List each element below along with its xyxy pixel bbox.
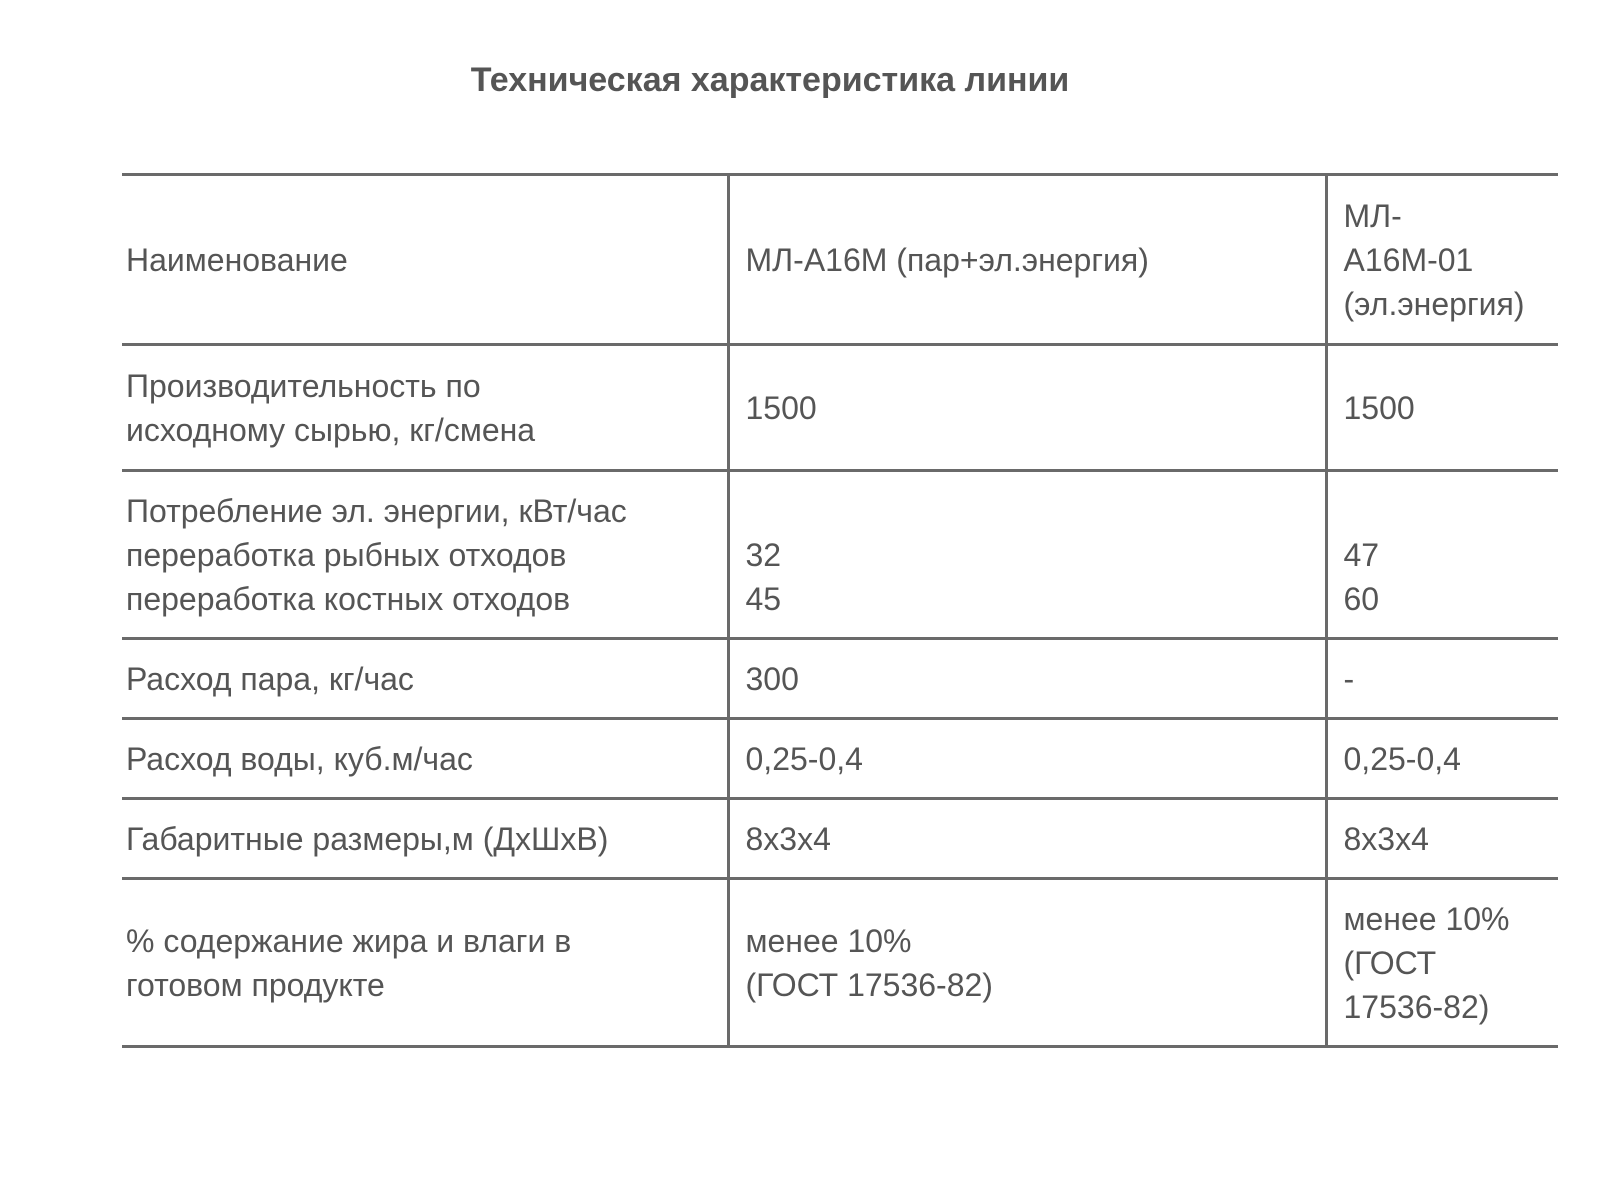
- row-label-cell: [122, 471, 728, 639]
- row-value1-line: 0,25-0,4: [745, 740, 863, 777]
- row-label-cell: [122, 345, 728, 471]
- row-value1-line: 8х3х4: [745, 820, 831, 857]
- row-value1-cell: [728, 799, 1326, 879]
- row-value1-cell: [728, 471, 1326, 639]
- row-label-line: Габаритные размеры,м (ДхШхВ): [126, 820, 609, 857]
- row-label-line: % содержание жира и влаги в: [126, 922, 572, 959]
- row-value1-line: 300: [745, 660, 799, 697]
- row-value2-line: 8х3х4: [1343, 820, 1429, 857]
- row-spacer: [1344, 489, 1557, 533]
- row-value1-line: менее 10%: [745, 922, 912, 959]
- row-value2-line: 47: [1343, 536, 1380, 573]
- row-label-line: исходному сырью, кг/смена: [126, 411, 536, 448]
- page-title: Техническая характеристика линии: [470, 61, 1070, 99]
- row-label-line: готовом продукте: [126, 966, 385, 1003]
- header-name-text: Наименование: [126, 241, 348, 278]
- row-spacer: [746, 489, 1319, 533]
- spec-table: [122, 173, 1558, 1048]
- header-model2-line: (эл.энергия): [1343, 285, 1525, 322]
- row-value1-line: 1500: [745, 389, 817, 426]
- row-value1-cell: [728, 879, 1326, 1047]
- row-value1-line: (ГОСТ 17536-82): [745, 966, 993, 1003]
- header-model2-line: МЛ-: [1343, 197, 1402, 234]
- table-header-row: [122, 175, 1558, 345]
- row-value1-cell: [728, 345, 1326, 471]
- row-value2-cell: [1326, 799, 1558, 879]
- row-value2-cell: [1326, 471, 1558, 639]
- table-row-steam: [122, 639, 1558, 719]
- table-row-fat-moisture: [122, 879, 1558, 1047]
- row-label-cell: [122, 879, 728, 1047]
- table-row-power: [122, 471, 1558, 639]
- row-value1-cell: [728, 719, 1326, 799]
- row-value2-line: (ГОСТ: [1343, 944, 1437, 981]
- row-label-line: Производительность по: [126, 367, 481, 404]
- row-label-line: переработка рыбных отходов: [126, 536, 567, 573]
- row-label-cell: [122, 799, 728, 879]
- row-value1-line: 32: [745, 536, 782, 573]
- row-value2-cell: [1326, 719, 1558, 799]
- header-model2-cell: [1326, 175, 1558, 345]
- row-value2-line: 60: [1343, 580, 1380, 617]
- header-model1-text: МЛ-А16М (пар+эл.энергия): [745, 241, 1149, 278]
- row-value2-line: 0,25-0,4: [1343, 740, 1461, 777]
- header-model2-line: А16М-01: [1343, 241, 1474, 278]
- header-model1-cell: [728, 175, 1326, 345]
- row-value1-line: 45: [745, 580, 782, 617]
- row-value2-cell: [1326, 345, 1558, 471]
- row-label-cell: [122, 719, 728, 799]
- row-value2-cell: [1326, 879, 1558, 1047]
- table-row-dimensions: [122, 799, 1558, 879]
- row-value2-line: менее 10%: [1343, 900, 1510, 937]
- row-value1-cell: [728, 639, 1326, 719]
- row-value2-line: 1500: [1343, 389, 1415, 426]
- row-value2-cell: [1326, 639, 1558, 719]
- table-row-water: [122, 719, 1558, 799]
- row-label-line: Потребление эл. энергии, кВт/час: [126, 492, 627, 529]
- table-row-productivity: [122, 345, 1558, 471]
- row-value2-line: 17536-82): [1343, 988, 1490, 1025]
- row-label-line: Расход воды, куб.м/час: [126, 740, 473, 777]
- row-label-cell: [122, 639, 728, 719]
- row-value2-line: -: [1343, 660, 1355, 697]
- row-label-line: переработка костных отходов: [126, 580, 571, 617]
- row-label-line: Расход пара, кг/час: [126, 660, 414, 697]
- header-name-cell: [122, 175, 728, 345]
